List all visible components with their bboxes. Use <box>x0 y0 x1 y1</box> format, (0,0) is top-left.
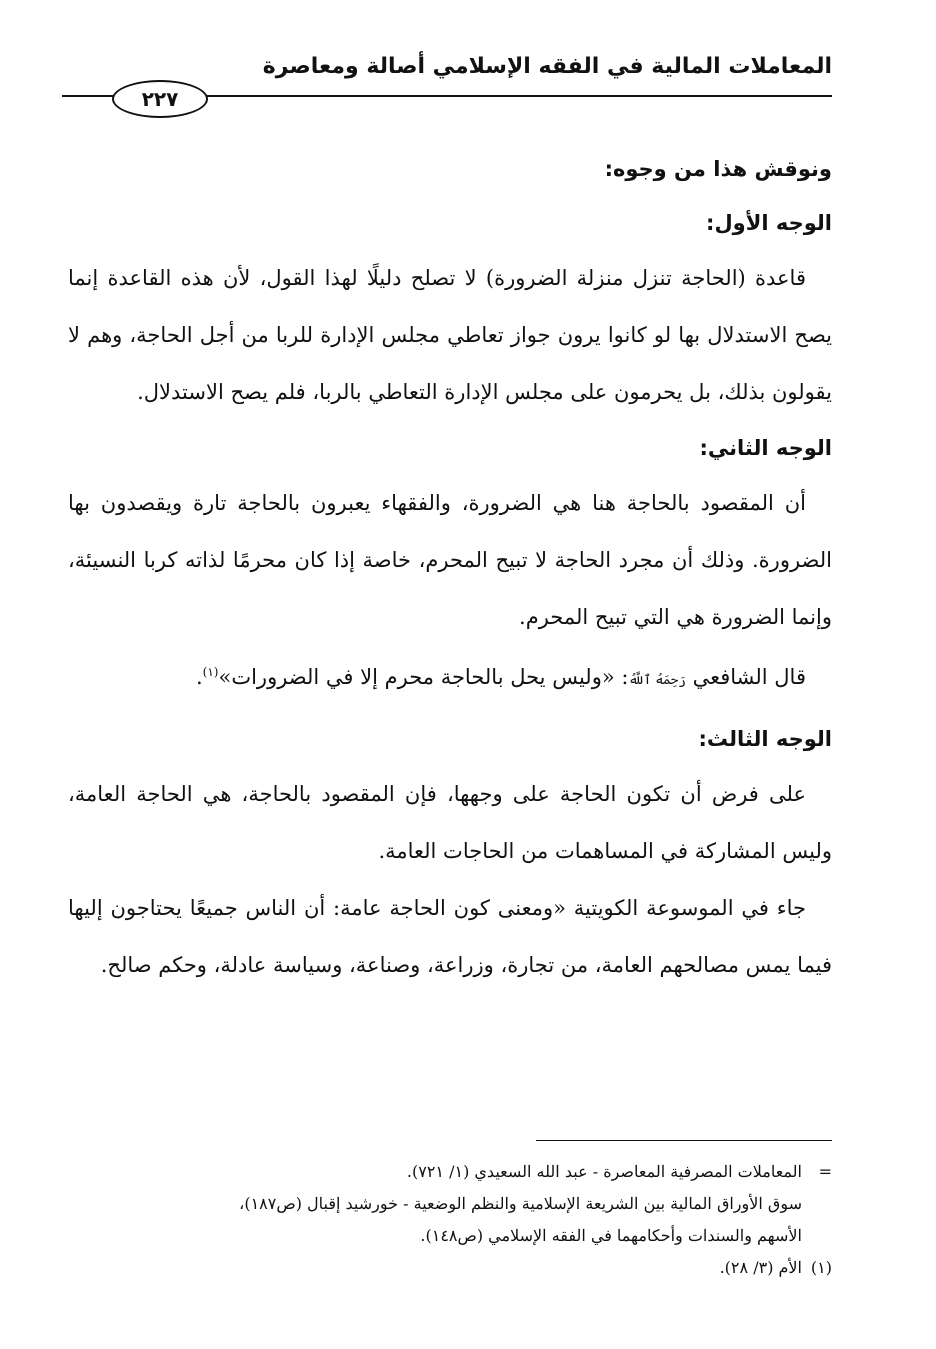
quote-prefix: قال الشافعي <box>692 665 806 689</box>
footnote-ref[interactable]: (١) <box>202 665 219 679</box>
quote-end: . <box>195 665 203 689</box>
honorific-glyph: رَحِمَهُ ٱللَّهُ <box>628 673 686 688</box>
continuation-marker: = <box>818 1162 832 1181</box>
third-aspect-paragraph: على فرض أن تكون الحاجة على وجهها، فإن المقصود بالحاجة، هي الحاجة العامة، وليس المشاركة في المساهمات من الحاجات العامة. <box>68 782 832 863</box>
first-aspect-heading: الوجه الأول: <box>706 211 832 235</box>
footnote-line: الأسهم والسندات وأحكامهما في الفقه الإسلامي (ص١٤٨). <box>420 1226 802 1245</box>
encyclopedia-quote-paragraph: جاء في الموسوعة الكويتية «ومعنى كون الحاجة عامة: أن الناس جميعًا يحتاجون إليها فيما يمس مصالحهم العامة، من تجارة، وزراعة، وصناعة، وسياسة عادلة، وحكم صالح. <box>68 896 832 977</box>
second-aspect-heading: الوجه الثاني: <box>699 436 832 460</box>
intro-line: ونوقش هذا من وجوه: <box>604 157 832 181</box>
footnote-text: الأم (٣/ ٢٨). <box>719 1258 802 1277</box>
footnote-continuation-line <box>80 1156 832 1188</box>
first-aspect-paragraph: قاعدة (الحاجة تنزل منزلة الضرورة) لا تصلح دليلًا لهذا القول، لأن هذه القاعدة إنما يصح الاستدلال بها لو كانوا يرون جواز تعاطي مجلس الإدارة للربا من أجل الحاجة، وهم لا يقولون بذلك، بل يحرمون على مجلس الإدارة التعاطي بالربا، فلم يصح الاستدلال. <box>68 266 832 404</box>
footnotes <box>80 1156 832 1284</box>
footnote-line: سوق الأوراق المالية بين الشريعة الإسلامية والنظم الوضعية - خورشيد إقبال (ص١٨٧)، <box>239 1194 802 1213</box>
footnote-separator <box>536 1140 832 1141</box>
shafii-quote-line <box>68 646 832 712</box>
quote-text: : «وليس يحل بالحاجة محرم إلا في الضرورات» <box>218 665 629 689</box>
footnote-1 <box>80 1252 832 1284</box>
main-text <box>68 142 832 994</box>
second-aspect-paragraph: أن المقصود بالحاجة هنا هي الضرورة، والفقهاء يعبرون بالحاجة تارة ويقصدون بها الضرورة. وذلك أن مجرد الحاجة لا تبيح المحرم، خاصة إذا كان محرمًا لذاته كربا النسيئة، وإنما الضرورة هي التي تبيح المحرم. <box>68 491 832 629</box>
running-title: المعاملات المالية في الفقه الإسلامي أصالة ومعاصرة <box>262 54 832 79</box>
footnote-marker: (١) <box>810 1258 832 1277</box>
footnote-line: المعاملات المصرفية المعاصرة - عبد الله السعيدي (١/ ٧٢١). <box>406 1162 802 1181</box>
page-number-badge: ٢٢٧ <box>112 80 208 118</box>
third-aspect-heading: الوجه الثالث: <box>698 727 832 751</box>
